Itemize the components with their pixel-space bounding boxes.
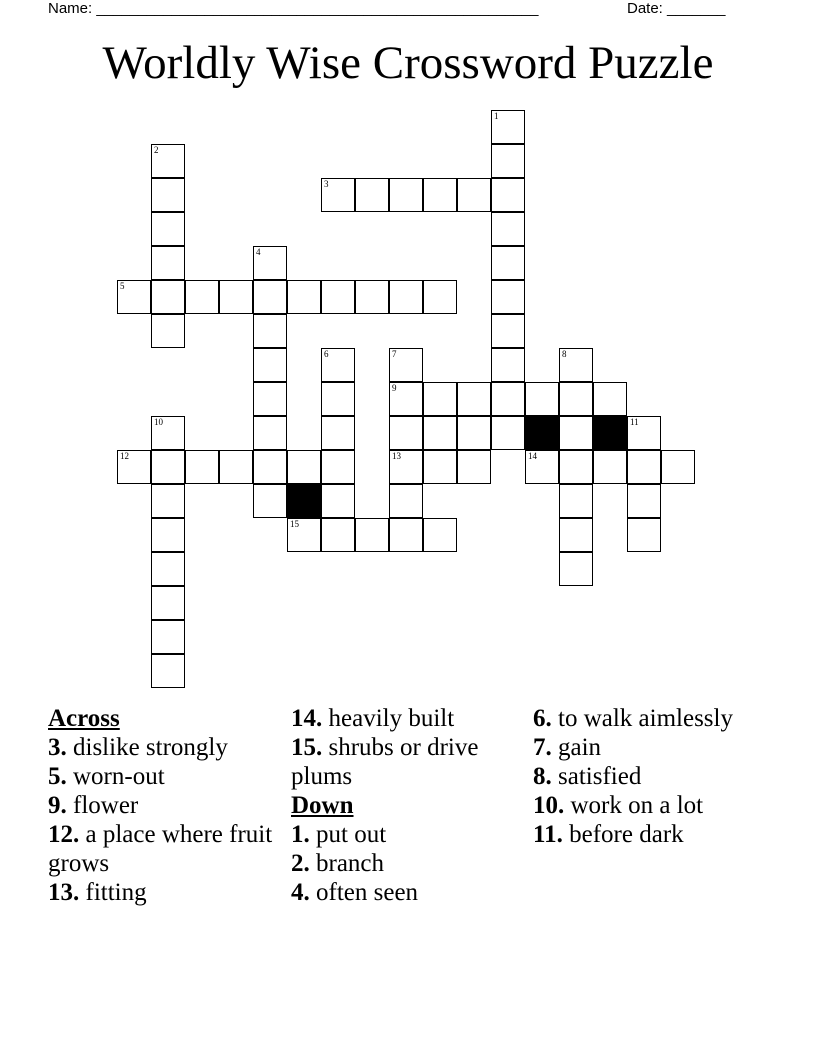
grid-cell[interactable]: [457, 178, 491, 212]
grid-cell[interactable]: [219, 280, 253, 314]
clue-text: put out: [316, 821, 387, 848]
grid-cell[interactable]: [253, 450, 287, 484]
grid-cell[interactable]: [627, 416, 661, 450]
grid-cell[interactable]: [389, 450, 423, 484]
grid-cell[interactable]: [491, 416, 525, 450]
cell-number: 11: [630, 417, 639, 427]
grid-cell[interactable]: [491, 178, 525, 212]
clue-text: shrubs or drive plums: [291, 734, 479, 790]
grid-cell[interactable]: [151, 586, 185, 620]
grid-cell[interactable]: [559, 416, 593, 450]
grid-cell[interactable]: [457, 416, 491, 450]
grid-cell[interactable]: [253, 246, 287, 280]
grid-cell[interactable]: [287, 280, 321, 314]
grid-cell[interactable]: [253, 348, 287, 382]
clue-down-7: [533, 733, 768, 762]
cell-number: 7: [392, 349, 397, 359]
grid-cell[interactable]: [219, 450, 253, 484]
clue-down-10: [533, 791, 768, 820]
cell-number: 10: [154, 417, 163, 427]
grid-cell[interactable]: [389, 348, 423, 382]
grid-cell[interactable]: [185, 280, 219, 314]
grid-cell[interactable]: [491, 382, 525, 416]
clue-across-3: [48, 733, 283, 762]
cell-number: 6: [324, 349, 329, 359]
cell-number: 9: [392, 383, 397, 393]
grid-cell[interactable]: [525, 382, 559, 416]
down-heading: Down: [291, 792, 354, 819]
cell-number: 1: [494, 111, 499, 121]
grid-cell[interactable]: [491, 280, 525, 314]
grid-cell[interactable]: [151, 654, 185, 688]
cell-number: 4: [256, 247, 261, 257]
cell-number: 8: [562, 349, 567, 359]
grid-cell[interactable]: [151, 416, 185, 450]
grid-cell[interactable]: [117, 450, 151, 484]
clue-text: gain: [558, 734, 602, 761]
clue-text: fitting: [85, 879, 147, 906]
grid-cell[interactable]: [423, 518, 457, 552]
clue-number: 13.: [48, 879, 80, 906]
grid-cell[interactable]: [559, 484, 593, 518]
grid-cell[interactable]: [321, 484, 355, 518]
cell-number: 3: [324, 179, 329, 189]
clue-down-11: [533, 820, 768, 849]
grid-cell[interactable]: [627, 518, 661, 552]
grid-cell[interactable]: [389, 382, 423, 416]
grid-cell[interactable]: [593, 382, 627, 416]
clue-down-1: [291, 820, 526, 849]
grid-cell[interactable]: [559, 382, 593, 416]
clue-text: to walk aimlessly: [558, 705, 733, 732]
grid-cell[interactable]: [321, 348, 355, 382]
grid-cell[interactable]: [423, 416, 457, 450]
grid-cell[interactable]: [321, 280, 355, 314]
grid-cell[interactable]: [151, 144, 185, 178]
clue-number: 6.: [533, 705, 552, 732]
blocked-cell: [525, 416, 559, 450]
grid-cell[interactable]: [491, 110, 525, 144]
blocked-cell: [593, 416, 627, 450]
clue-number: 14.: [291, 705, 323, 732]
grid-cell[interactable]: [661, 450, 695, 484]
grid-cell[interactable]: [559, 552, 593, 586]
grid-cell[interactable]: [151, 518, 185, 552]
grid-cell[interactable]: [423, 280, 457, 314]
clue-across-14: [291, 704, 526, 733]
grid-cell[interactable]: [151, 178, 185, 212]
cell-number: 12: [120, 451, 129, 461]
clue-column-3: [533, 704, 768, 849]
clue-column-2: [291, 704, 526, 907]
clue-text: flower: [73, 792, 139, 819]
clue-across-13: [48, 878, 283, 907]
clue-text: dislike strongly: [73, 734, 228, 761]
clue-text: satisfied: [558, 763, 642, 790]
cell-number: 14: [528, 451, 537, 461]
clue-text: worn-out: [73, 763, 165, 790]
grid-cell[interactable]: [151, 314, 185, 348]
grid-cell[interactable]: [525, 450, 559, 484]
clue-across-15: [291, 733, 526, 791]
grid-cell[interactable]: [151, 212, 185, 246]
grid-cell[interactable]: [491, 212, 525, 246]
clue-text: heavily built: [328, 705, 455, 732]
clue-number: 2.: [291, 850, 310, 877]
grid-cell[interactable]: [491, 314, 525, 348]
clue-number: 12.: [48, 821, 80, 848]
clue-text: branch: [316, 850, 385, 877]
grid-cell[interactable]: [151, 620, 185, 654]
clue-number: 15.: [291, 734, 323, 761]
clue-number: 7.: [533, 734, 552, 761]
grid-cell[interactable]: [253, 314, 287, 348]
grid-cell[interactable]: [627, 450, 661, 484]
grid-cell[interactable]: [253, 280, 287, 314]
clue-number: 3.: [48, 734, 67, 761]
grid-cell[interactable]: [151, 246, 185, 280]
clue-column-1: [48, 704, 283, 907]
clue-across-9: [48, 791, 283, 820]
cell-number: 13: [392, 451, 401, 461]
clue-number: 9.: [48, 792, 67, 819]
grid-cell[interactable]: [389, 178, 423, 212]
grid-cell[interactable]: [321, 416, 355, 450]
clue-down-4: [291, 878, 526, 907]
grid-cell[interactable]: [389, 518, 423, 552]
grid-cell[interactable]: [287, 518, 321, 552]
clue-number: 5.: [48, 763, 67, 790]
grid-cell[interactable]: [491, 348, 525, 382]
grid-cell[interactable]: [559, 348, 593, 382]
grid-cell[interactable]: [253, 484, 287, 518]
grid-cell[interactable]: [559, 450, 593, 484]
grid-cell[interactable]: [151, 450, 185, 484]
grid-cell[interactable]: [491, 246, 525, 280]
name-field-label: Name: _____________________________________________________: [48, 0, 539, 17]
grid-cell[interactable]: [321, 382, 355, 416]
grid-cell[interactable]: [389, 416, 423, 450]
blocked-cell: [287, 484, 321, 518]
grid-cell[interactable]: [321, 518, 355, 552]
clue-across-5: [48, 762, 283, 791]
grid-cell[interactable]: [151, 552, 185, 586]
across-heading: Across: [48, 705, 120, 732]
grid-cell[interactable]: [253, 416, 287, 450]
grid-cell[interactable]: [321, 178, 355, 212]
grid-cell[interactable]: [627, 484, 661, 518]
cell-number: 15: [290, 519, 299, 529]
cell-number: 5: [120, 281, 125, 291]
clue-down-6: [533, 704, 768, 733]
date-field-label: Date: _______: [627, 0, 726, 17]
grid-cell[interactable]: [253, 382, 287, 416]
grid-cell[interactable]: [389, 280, 423, 314]
grid-cell[interactable]: [457, 450, 491, 484]
clue-across-12: [48, 820, 283, 878]
grid-cell[interactable]: [491, 144, 525, 178]
clue-text: work on a lot: [570, 792, 704, 819]
grid-cell[interactable]: [355, 518, 389, 552]
grid-cell[interactable]: [151, 484, 185, 518]
grid-cell[interactable]: [423, 382, 457, 416]
clue-number: 10.: [533, 792, 565, 819]
grid-cell[interactable]: [457, 382, 491, 416]
grid-cell[interactable]: [287, 450, 321, 484]
grid-cell[interactable]: [593, 450, 627, 484]
clue-number: 1.: [291, 821, 310, 848]
grid-cell[interactable]: [151, 280, 185, 314]
grid-cell[interactable]: [355, 280, 389, 314]
clue-down-2: [291, 849, 526, 878]
grid-cell[interactable]: [423, 178, 457, 212]
grid-cell[interactable]: [559, 518, 593, 552]
grid-cell[interactable]: [185, 450, 219, 484]
clue-text: a place where fruit grows: [48, 821, 273, 877]
grid-cell[interactable]: [389, 484, 423, 518]
clue-text: often seen: [316, 879, 419, 906]
clue-text: before dark: [569, 821, 684, 848]
cell-number: 2: [154, 145, 159, 155]
grid-cell[interactable]: [321, 450, 355, 484]
grid-cell[interactable]: [117, 280, 151, 314]
grid-cell[interactable]: [355, 178, 389, 212]
page-title: Worldly Wise Crossword Puzzle: [102, 37, 714, 89]
clue-number: 4.: [291, 879, 310, 906]
clue-down-8: [533, 762, 768, 791]
clue-number: 8.: [533, 763, 552, 790]
clue-number: 11.: [533, 821, 563, 848]
grid-cell[interactable]: [423, 450, 457, 484]
